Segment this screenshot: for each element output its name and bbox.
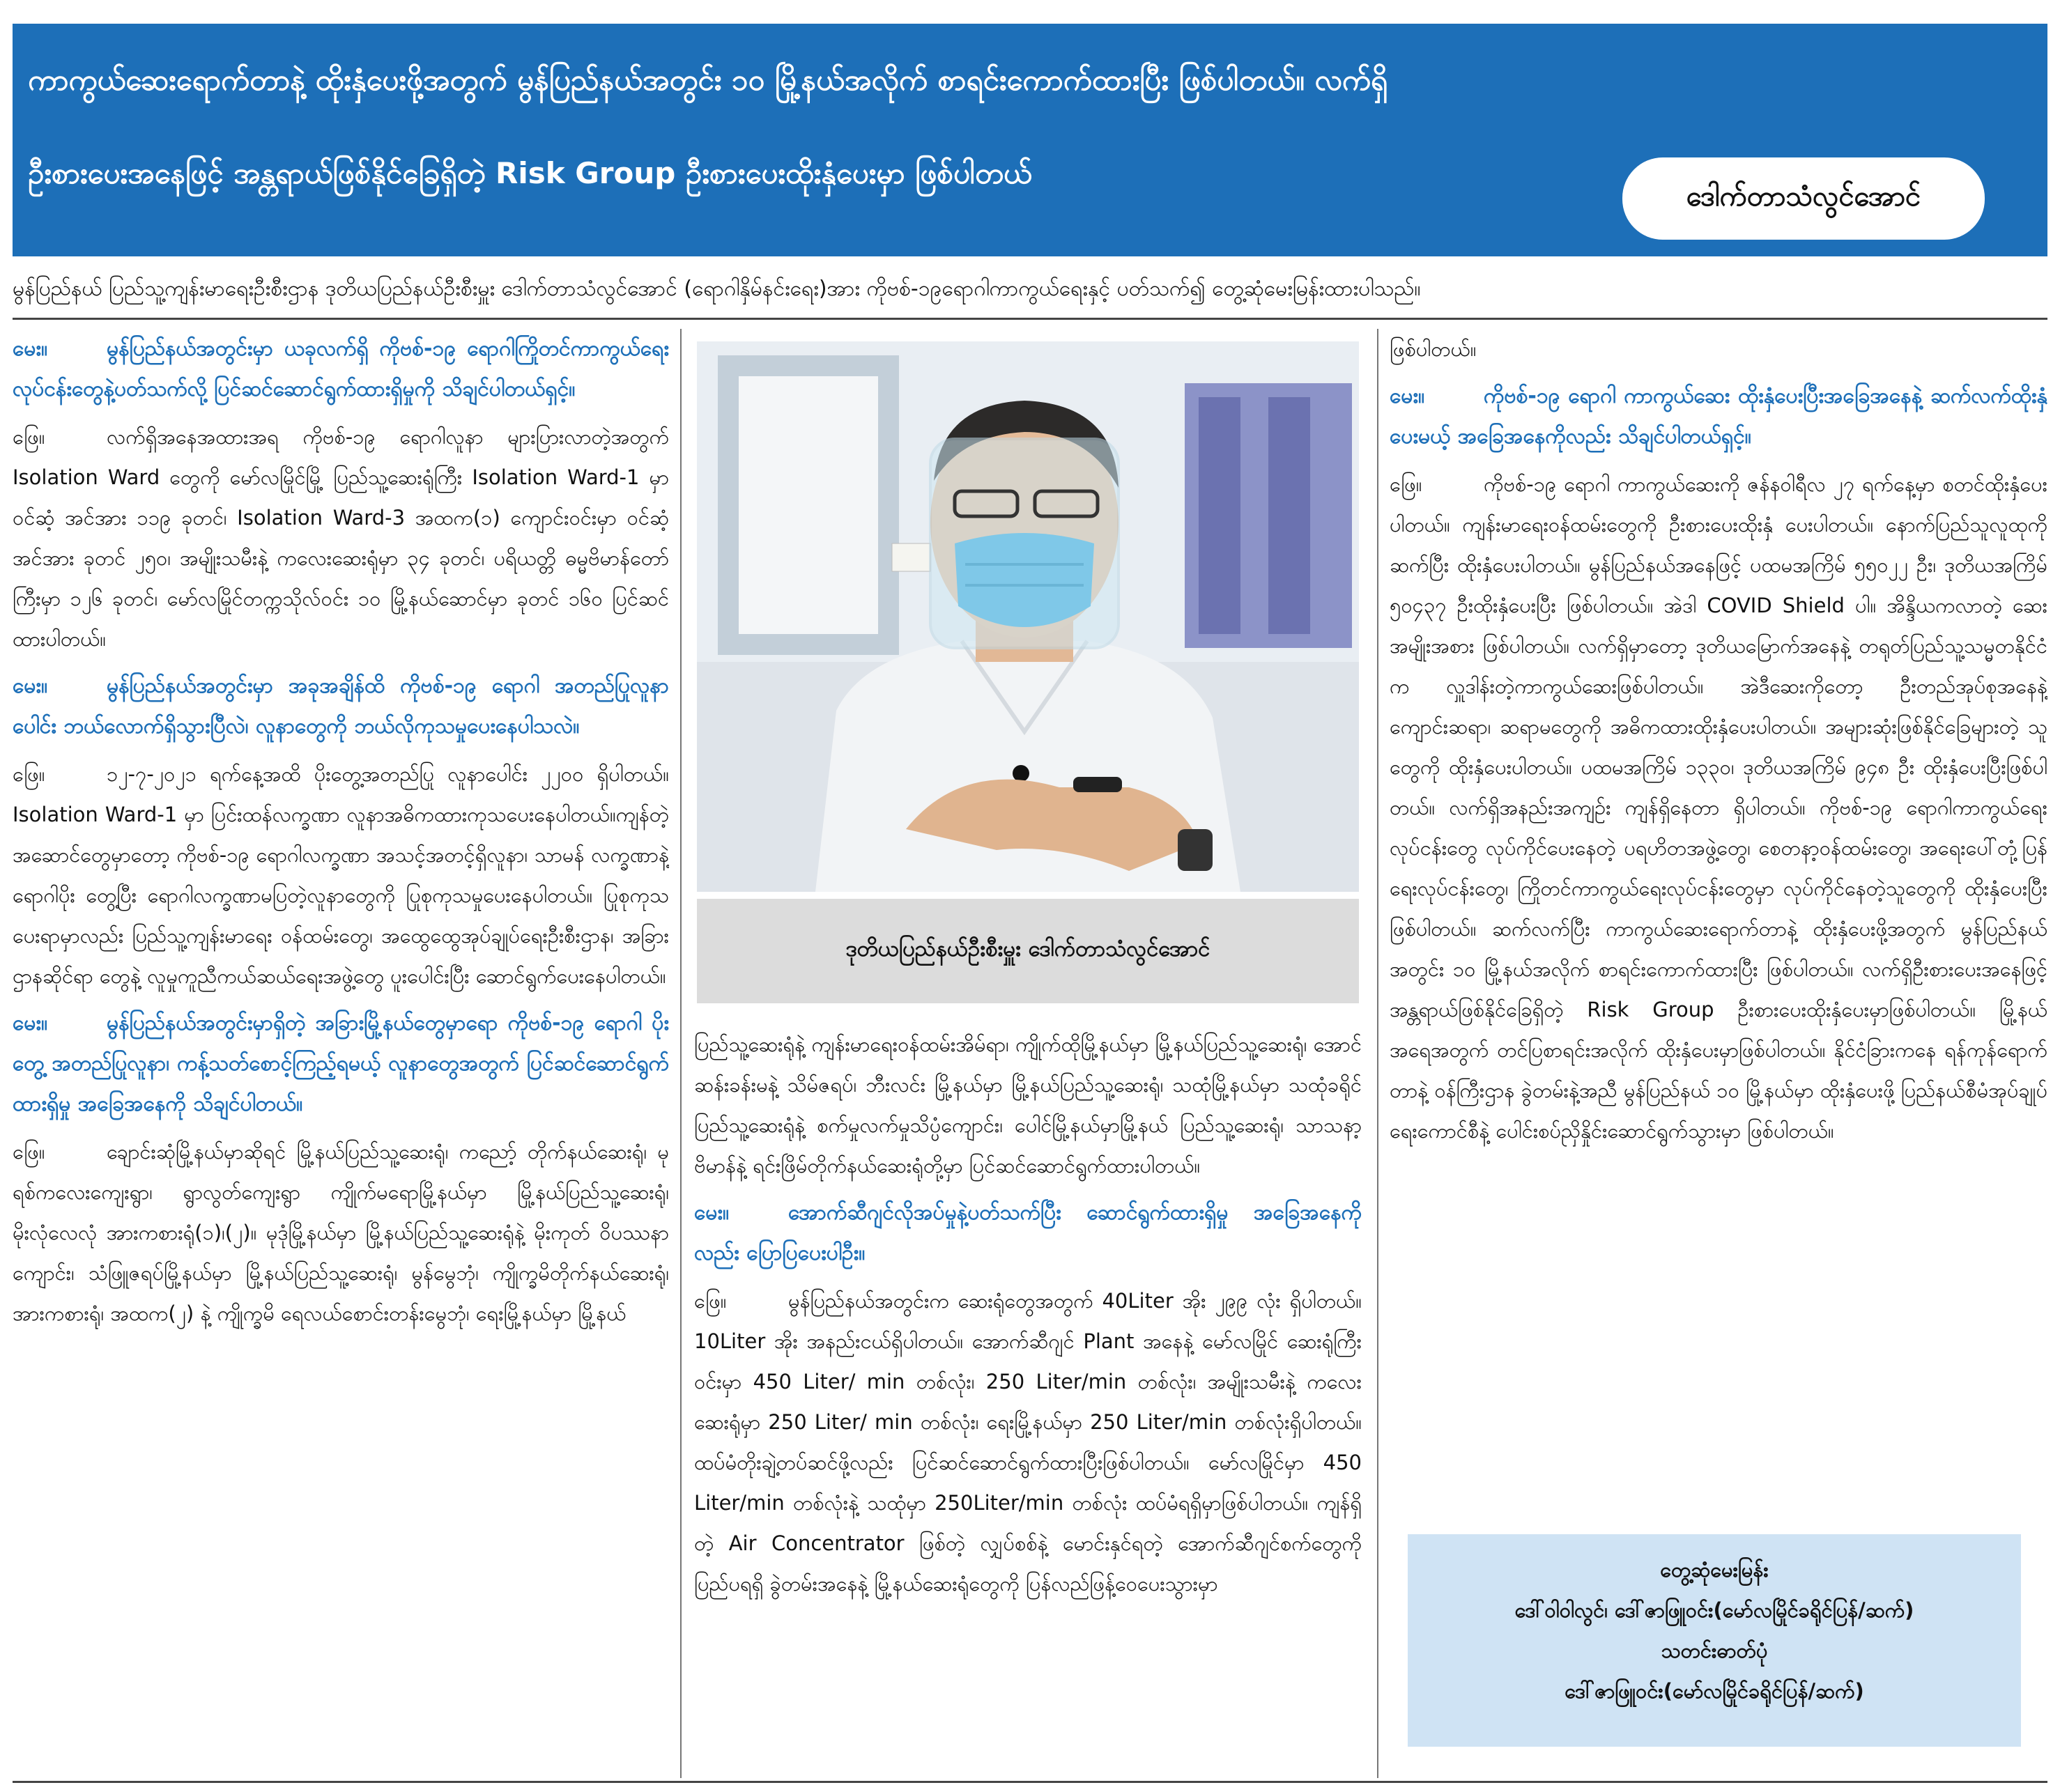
answer-1: [13, 417, 669, 659]
answer-text: ၁၂-၇-၂၀၂၁ ရက်နေ့အထိ ပိုးတွေ့အတည်ပြု လူနာပေါင်း ၂၂၀၀ ရှိပါတယ်။ Isolation Ward-1 မှာ ပြင်းထန်လက္ခဏာ လူနာအဓိကထားကုသပေးနေပါတယ်။ကျန်တဲ့အဆောင်တွေမှာတော့ ကိုဗစ်-၁၉ ရောဂါလက္ခဏာ အသင့်အတင့်ရှိလူနာ၊ သာမန် လက္ခဏာနဲ့ ရောဂါပိုး တွေ့ပြီး ရောဂါလက္ခဏာမပြတဲ့လူနာတွေကို ပြုစုကုသမှုပေးနေပါတယ်။ ပြုစုကုသပေးရာမှာလည်း ပြည်သူ့ကျန်းမာရေး ဝန်ထမ်းတွေ၊ အထွေထွေအုပ်ချုပ်ရေးဦးစီးဌာန၊ အခြားဌာနဆိုင်ရာ တွေနဲ့ လူမှုကူညီကယ်ဆယ်ရေးအဖွဲ့တွေ ပူးပေါင်းပြီး ဆောင်ရွက်ပေးနေပါတယ်။: [13, 762, 669, 988]
column-1: [13, 329, 669, 1778]
divider: [13, 1781, 2047, 1783]
question-3: [13, 1003, 669, 1125]
person-portrait-image: [697, 341, 1359, 892]
interview-photo: [697, 341, 1359, 892]
question-text: မွန်ပြည်နယ်အတွင်းမှာရှိတဲ့ အခြားမြို့နယ်တွေမှာရော ကိုဗစ်-၁၉ ရောဂါ ပိုးတွေ့ အတည်ပြုလူနာ၊ ကန့်သတ်စောင့်ကြည့်ရမယ့် လူနာတွေအတွက် ပြင်ဆင်ဆောင်ရွက်ထားရှိမှု အခြေအနေကို သိချင်ပါတယ်။: [13, 1011, 669, 1116]
answer-5: [1390, 464, 2047, 1151]
answer-text: မွန်ပြည်နယ်အတွင်းက ဆေးရုံတွေအတွက် 40Liter အိုး ၂၉၉ လုံး ရှိပါတယ်။ 10Liter အိုး အနည်းငယ်ရှိပါတယ်။ အောက်ဆီဂျင် Plant အနေနဲ့ မော်လမြိုင် ဆေးရုံကြီးဝင်းမှာ 450 Liter/ min တစ်လုံး၊ 250 Liter/min တစ်လုံး၊ အမျိုးသမီးနဲ့ ကလေးဆေးရုံမှာ 250 Liter/ min တစ်လုံး၊ ရေးမြို့နယ်မှာ 250 Liter/min တစ်လုံးရှိပါတယ်။ ထပ်မံတိုးချဲ့တပ်ဆင်ဖို့လည်း ပြင်ဆင်ဆောင်ရွက်ထားပြီးဖြစ်ပါတယ်။ မော်လမြိုင်မှာ 450 Liter/min တစ်လုံးနဲ့ သထုံမှာ 250Liter/min တစ်လုံး ထပ်မံရရှိမှာဖြစ်ပါတယ်။ ကျန်ရှိတဲ့ Air Concentrator ဖြစ်တဲ့ လျှပ်စစ်နဲ့ မောင်းနှင်ရတဲ့ အောက်ဆီဂျင်စက်တွေကို ပြည်ပရရှိ ခွဲတမ်းအနေနဲ့ မြို့နယ်ဆေးရုံတွေကို ပြန်လည်ဖြန့်ဝေပေးသွားမှာ: [694, 1289, 1362, 1596]
question-text: ကိုဗစ်-၁၉ ရောဂါ ကာကွယ်ဆေး ထိုးနှံပေးပြီးအခြေအနေနဲ့ ဆက်လက်ထိုးနှံပေးမယ့် အခြေအနေကိုလည်း သိချင်ပါတယ်ရှင့်။: [1390, 384, 2047, 449]
question-label: မေး။: [694, 1200, 730, 1225]
headline-line-2: ဦးစားပေးအနေဖြင့် အန္တရာယ်ဖြစ်နိုင်ခြေရှိတဲ့ Risk Group ဦးစားပေးထိုးနှံပေးမှာ ဖြစ်ပါတယ်: [28, 156, 1032, 190]
question-1: [13, 329, 669, 410]
credit-photographer: ဒေါ်ဇာဖြူဝင်း(မော်လမြိုင်ခရိုင်ပြန်/ဆက်): [1565, 1679, 1864, 1703]
question-label: မေး။: [13, 1011, 48, 1035]
question-label: မေး။: [13, 674, 48, 698]
answer-label: ဖြေ။: [13, 1140, 45, 1164]
answer-2: [13, 754, 669, 996]
answer-4: [694, 1281, 1362, 1604]
answer-label: ဖြေ။: [694, 1289, 727, 1313]
credit-interviewers: ဒေါ်ဝါဝါလွင်၊ ဒေါ်ဇာဖြူဝင်း(မော်လမြိုင်ခရိုင်ပြန်/ဆက်): [1514, 1598, 1914, 1622]
headline-line-1: ကာကွယ်ဆေးရောက်တာနဲ့ ထိုးနှံပေးဖို့အတွက် မွန်ပြည်နယ်အတွင်း ၁၀ မြို့နယ်အလိုက် စာရင်းကောက်ထားပြီး ဖြစ်ပါတယ်။ လက်ရှိ: [28, 63, 1388, 97]
answer-text: လက်ရှိအနေအထားအရ ကိုဗစ်-၁၉ ရောဂါလူနာ များပြားလာတဲ့အတွက် Isolation Ward တွေကို မော်လမြိုင်မြို့ ပြည်သူ့ဆေးရုံကြီး Isolation Ward-1 မှာ ဝင်ဆံ့ အင်အား ၁၁၉ ခုတင်၊ Isolation Ward-3 အထက(၁) ကျောင်းဝင်းမှာ ဝင်ဆံ့အင်အား ခုတင် ၂၅၀၊ အမျိုးသမီးနဲ့ ကလေးဆေးရုံမှာ ၃၄ ခုတင်၊ ပရိယတ္တိ ဓမ္မဗိမာန်တော်ကြီးမှာ ၁၂၆ ခုတင်၊ မော်လမြိုင်တက္ကသိုလ်ဝင်း ၁၀ မြို့နယ်ဆောင်မှာ ခုတင် ၁၆၀ ပြင်ဆင်ထားပါတယ်။: [13, 425, 669, 651]
answer-text: ကိုဗစ်-၁၉ ရောဂါ ကာကွယ်ဆေးကို ဇန်နဝါရီလ ၂၇ ရက်နေ့မှာ စတင်ထိုးနှံပေးပါတယ်။ ကျန်းမာရေးဝန်ထမ်းတွေကို ဦးစားပေးထိုးနှံ ပေးပါတယ်။ နောက်ပြည်သူလူထုကိုဆက်ပြီး ထိုးနှံပေးပါတယ်။ မွန်ပြည်နယ်အနေဖြင့် ပထမအကြိမ် ၅၅၀၂၂ ဦး၊ ဒုတိယအကြိမ် ၅၀၄၃၇ ဦးထိုးနှံပေးပြီး ဖြစ်ပါတယ်။ အဲဒါ COVID Shield ပါ။ အိန္ဒိယကလာတဲ့ ဆေးအမျိုးအစား ဖြစ်ပါတယ်။ လက်ရှိမှာတော့ ဒုတိယမြောက်အနေနဲ့ တရုတ်ပြည်သူ့သမ္မတနိုင်ငံက လှူဒါန်းတဲ့ကာကွယ်ဆေးဖြစ်ပါတယ်။ အဲဒီဆေးကိုတော့ ဦးတည်အုပ်စုအနေနဲ့ ကျောင်းဆရာ၊ ဆရာမတွေကို အဓိကထားထိုးနှံပေးပါတယ်။ အများဆုံးဖြစ်နိုင်ခြေများတဲ့ သူတွေကို ထိုးနှံပေးပါတယ်။ ပထမအကြိမ် ၁၃၃၀၊ ဒုတိယအကြိမ် ၉၄၈ ဦး ထိုးနှံပေးပြီးဖြစ်ပါတယ်။ လက်ရှိအနည်းအကျဉ်း ကျန်ရှိနေတာ ရှိပါတယ်။ ကိုဗစ်-၁၉ ရောဂါကာကွယ်ရေးလုပ်ငန်းတွေ လုပ်ကိုင်ပေးနေတဲ့ ပရဟိတအဖွဲ့တွေ၊ စေတနာ့ဝန်ထမ်းတွေ၊ အရေးပေါ်တုံ့ပြန်ရေးလုပ်ငန်းတွေ၊ ကြိုတင်ကာကွယ်ရေးလုပ်ငန်းတွေမှာ လုပ်ကိုင်နေတဲ့သူတွေကို ထိုးနှံပေးပြီးဖြစ်ပါတယ်။ ဆက်လက်ပြီး ကာကွယ်ဆေးရောက်တာနဲ့ ထိုးနှံပေးဖို့အတွက် မွန်ပြည်နယ်အတွင်း ၁၀ မြို့နယ်အလိုက် စာရင်းကောက်ထားပြီး ဖြစ်ပါတယ်။ လက်ရှိဦးစားပေးအနေဖြင့် အန္တရာယ်ဖြစ်နိုင်ခြေရှိတဲ့ Risk Group ဦးစားပေးထိုးနှံပေးမှာဖြစ်ပါတယ်။ မြို့နယ်အရေအတွက် တင်ပြစာရင်းအလိုက် ထိုးနှံပေးမှာဖြစ်ပါတယ်။ နိုင်ငံခြားကနေ ရန်ကုန်ရောက်တာနဲ့ ဝန်ကြီးဌာန ခွဲတမ်းနဲ့အညီ မွန်ပြည်နယ် ၁၀ မြို့နယ်မှာ ထိုးနှံပေးဖို့ ပြည်နယ်စီမံအုပ်ချုပ်ရေးကောင်စီနဲ့ ပေါင်းစပ်ညှိနှိုင်းဆောင်ရွက်သွားမှာ ဖြစ်ပါတယ်။: [1390, 472, 2047, 1143]
headline-banner: [13, 24, 2047, 256]
question-text: အောက်ဆီဂျင်လိုအပ်မှုနဲ့ပတ်သက်ပြီး ဆောင်ရွက်ထားရှိမှု အခြေအနေကိုလည်း ပြောပြပေးပါဦး။: [694, 1200, 1362, 1265]
question-text: မွန်ပြည်နယ်အတွင်းမှာ အခုအချိန်ထိ ကိုဗစ်-၁၉ ရောဂါ အတည်ပြုလူနာပေါင်း ဘယ်လောက်ရှိသွားပြီလဲ၊ လူနာတွေကို ဘယ်လိုကုသမှုပေးနေပါသလဲ။: [13, 674, 669, 739]
question-4: [694, 1193, 1362, 1274]
answer-label: ဖြေ။: [13, 762, 45, 786]
column-divider: [1377, 329, 1378, 1778]
question-2: [13, 666, 669, 747]
answer-text: ချောင်းဆုံမြို့နယ်မှာဆိုရင် မြို့နယ်ပြည်သူ့ဆေးရုံ၊ ကညော့် တိုက်နယ်ဆေးရုံ၊ မုရစ်ကလေးကျေးရွာ၊ ရွာလွတ်ကျေးရွာ ကျိုက်မရောမြို့နယ်မှာ မြို့နယ်ပြည်သူ့ဆေးရုံ၊ မိုးလုံလေလုံ အားကစားရုံ(၁)၊(၂)။ မုဒုံမြို့နယ်မှာ မြို့နယ်ပြည်သူ့ဆေးရုံနဲ့ မိုးကုတ် ဝိပဿနာကျောင်း၊ သံဖြူဇရပ်မြို့နယ်မှာ မြို့နယ်ပြည်သူ့ဆေးရုံ၊ မွန်မွေဘုံ၊ ကျိုက္ခမိတိုက်နယ်ဆေးရုံ၊ အားကစားရုံ၊ အထက(၂) နဲ့ ကျိုက္ခမိ ရေလယ်စောင်းတန်းမွေဘုံ၊ ရေးမြို့နယ်မှာ မြို့နယ်: [13, 1140, 669, 1325]
answer-4-continued: ဖြစ်ပါတယ်။: [1390, 337, 1477, 361]
question-text: မွန်ပြည်နယ်အတွင်းမှာ ယခုလက်ရှိ ကိုဗစ်-၁၉ ရောဂါကြိုတင်ကာကွယ်ရေးလုပ်ငန်းတွေနဲ့ပတ်သက်လို့ ပြင်ဆင်ဆောင်ရွက်ထားရှိမှုကို သိချင်ပါတယ်ရှင့်။: [13, 337, 669, 401]
answer-label: ဖြေ။: [13, 425, 45, 449]
question-label: မေး။: [13, 337, 48, 361]
answer-3-continued: ပြည်သူ့ဆေးရုံနဲ့ ကျန်းမာရေးဝန်ထမ်းအိမ်ရာ၊ ကျိုက်ထိုမြို့နယ်မှာ မြို့နယ်ပြည်သူ့ဆေးရုံ၊ အောင်ဆန်းခန်းမနဲ့ သိမ်ဇရပ်၊ ဘီးလင်း မြို့နယ်မှာ မြို့နယ်ပြည်သူ့ဆေးရုံ၊ သထုံမြို့နယ်မှာ သထုံခရိုင် ပြည်သူ့ဆေးရုံနဲ့ စက်မှုလက်မှုသိပ္ပံကျောင်း၊ ပေါင်မြို့နယ်မှာမြို့နယ် ပြည်သူ့ဆေးရုံ၊ သာသနာ့ဗိမာန်နဲ့ ရင်းဖြိမ်တိုက်နယ်ဆေးရုံတို့မှာ ပြင်ဆင်ဆောင်ရွက်ထားပါတယ်။: [694, 1033, 1362, 1177]
question-5: [1390, 376, 2047, 457]
author-name-badge: ဒေါက်တာသံလွင်အောင်: [1622, 157, 1985, 240]
photo-caption: ဒုတိယပြည်နယ်ဦးစီးမှူး ဒေါက်တာသံလွင်အောင်: [697, 899, 1359, 1003]
column-divider: [680, 329, 682, 1778]
column-2: [694, 1024, 1362, 1778]
answer-label: ဖြေ။: [1390, 472, 1422, 496]
divider: [13, 318, 2047, 320]
credits-box: [1408, 1534, 2021, 1747]
question-label: မေး။: [1390, 384, 1425, 408]
intro-paragraph: မွန်ပြည်နယ် ပြည်သူ့ကျန်းမာရေးဦးစီးဌာန ဒုတိယပြည်နယ်ဦးစီးမှူး ဒေါက်တာသံလွင်အောင် (ရောဂါနှိမ်နင်းရေး)အား ကိုဗစ်-၁၉ရောဂါကာကွယ်ရေးနှင့် ပတ်သက်၍ တွေ့ဆုံမေးမြန်းထားပါသည်။: [13, 277, 1421, 301]
answer-3: [13, 1131, 669, 1334]
credit-photo-label: သတင်းဓာတ်ပုံ: [1661, 1639, 1768, 1662]
credit-interview-label: တွေ့ဆုံမေးမြန်း: [1660, 1558, 1769, 1582]
